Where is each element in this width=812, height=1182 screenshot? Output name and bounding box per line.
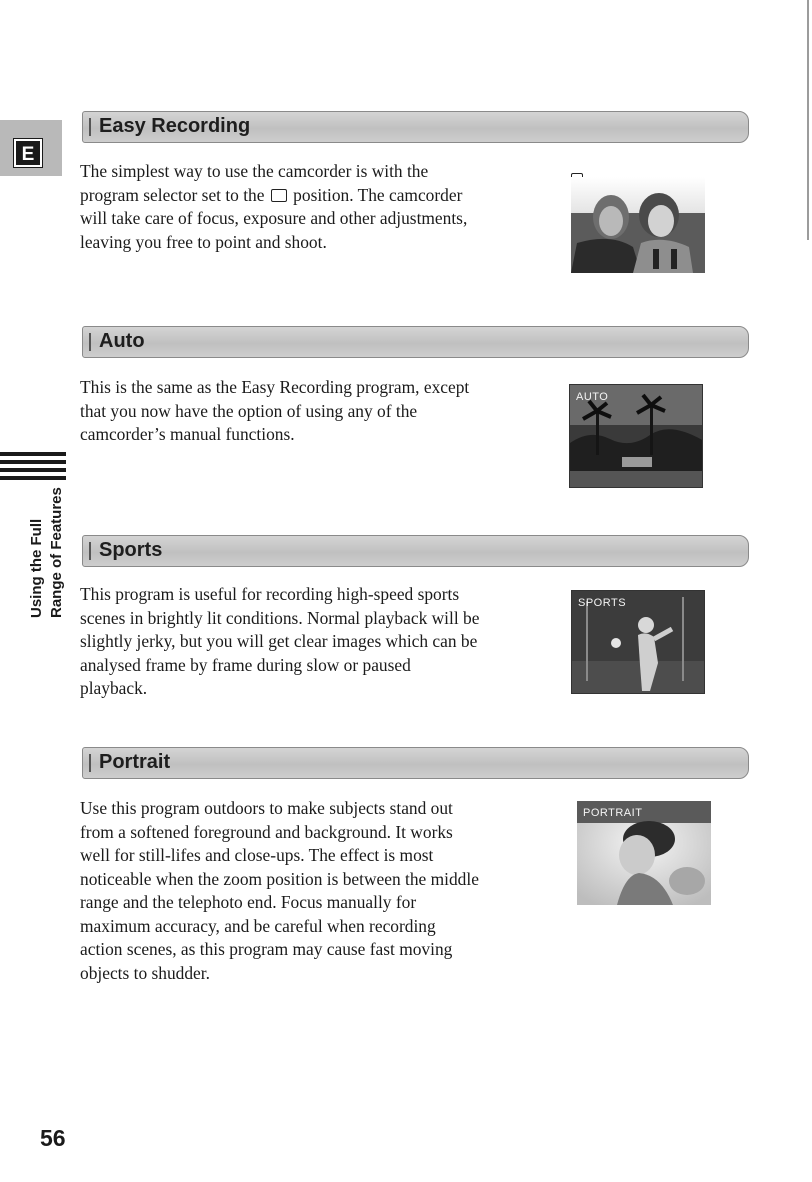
portrait-thumbnail [577,801,711,905]
section-title: Easy Recording [99,115,251,137]
sports-thumbnail [571,590,705,694]
chapter-label-line1: Using the Full [28,518,45,618]
thumbnail-label: SPORTS [578,597,627,609]
section-text-sports: This program is useful for recording high-speed sports scenes in brightly lit conditions. Normal playback will be slightly jerky, but you will get clear images which can be analysed frame by frame during slow or paused playback. [80,584,480,698]
section-text-auto: This is the same as the Easy Recording program, except that you now have the option of using any of the camcorder’s manual functions. [80,377,470,444]
text-part: position. The camcorder will take care of focus, exposure and other adjustments, leaving you free to point and shoot. [80,184,468,252]
page-number: 56 [40,1125,66,1151]
easy-recording-photo [571,177,705,273]
text-part: The simplest way to use the camcorder is with the program selector set to the [80,161,429,205]
section-header-portrait [82,747,749,779]
chapter-marker-bars [0,452,66,484]
language-badge: E [14,139,42,167]
thumbnail-label: AUTO [576,391,609,403]
section-title: Auto [99,330,145,352]
chapter-label-line2: Range of Features [48,487,65,618]
section-header-sports [82,535,749,567]
section-header-easy-recording [82,111,749,143]
thumbnail-label: PORTRAIT [583,807,643,819]
easy-recording-mode-icon [271,189,287,202]
section-title: Portrait [99,751,171,773]
section-header-auto [82,326,749,358]
section-text-easy-recording [80,160,480,254]
section-title: Sports [99,539,163,561]
page-edge-rule [807,0,809,240]
chapter-label [22,482,82,618]
section-text-portrait: Use this program outdoors to make subjects stand out from a softened foreground and background. It works well for still-lifes and close-ups. The effect is most noticeable when the zoom position is between the middle range and the telephoto end. Focus manually for maximum accuracy, and be careful when recording action scenes, as this program may cause fast moving objects to shudder. [80,798,479,983]
auto-thumbnail [569,384,703,488]
easy-recording-thumbnail [571,177,705,273]
